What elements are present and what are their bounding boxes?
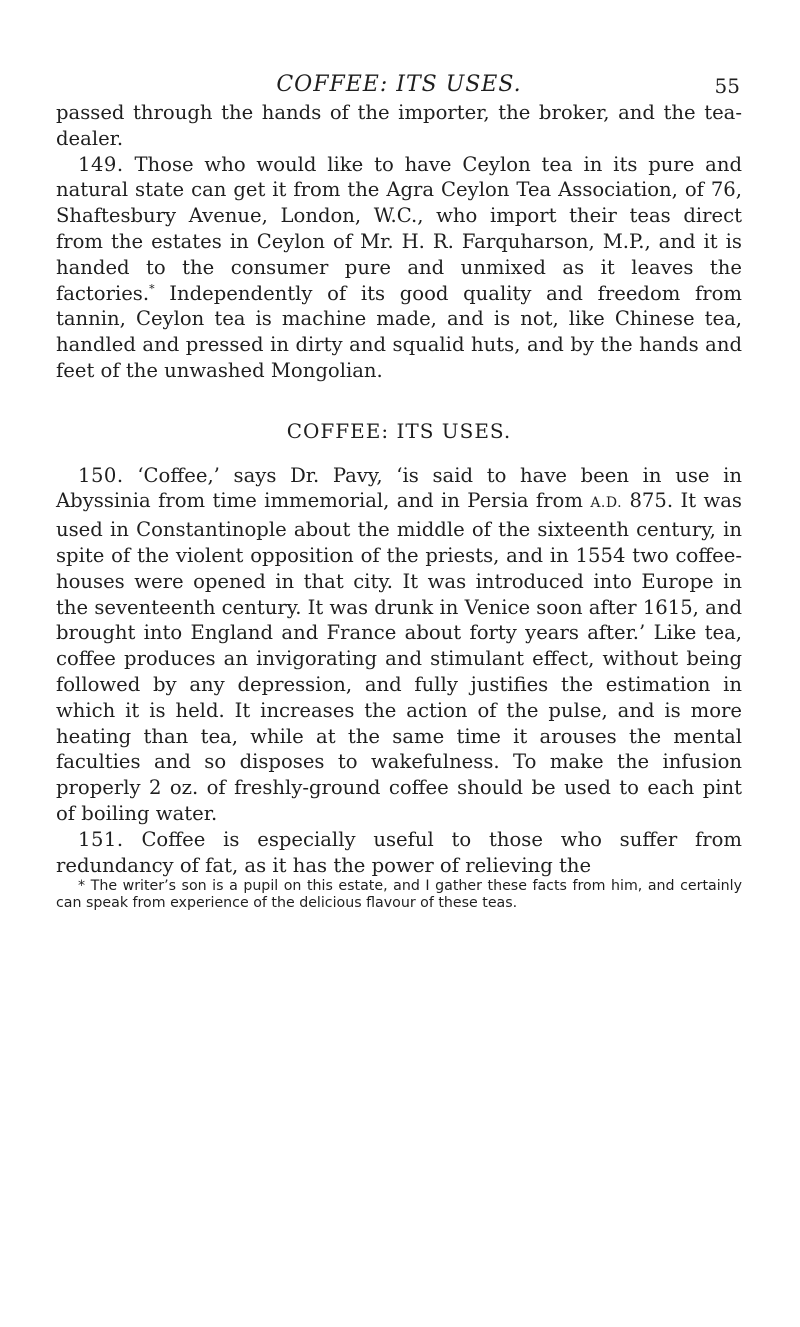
footnote-reference-mark: *	[149, 282, 155, 296]
paragraph-151	[56, 827, 742, 879]
running-head-title: COFFEE: ITS USES.	[276, 72, 522, 97]
paragraph-text-continued: Independently of its good quality and freedom from tannin, Ceylon tea is machine made, and is not, like Chinese tea, handled and pressed in dirty and squalid huts, and by the hands and feet of the unwashed Mongolian.	[56, 281, 742, 382]
footnote	[56, 878, 742, 912]
paragraph-text: Coffee is especially useful to those who suffer from redundancy of fat, as it has the power of relieving the	[56, 827, 742, 877]
footnote-mark: *	[78, 878, 86, 895]
paragraph-text: ‘Coffee,’ says Dr. Pavy, ‘is said to have been in use in Abyssinia from time immemorial, and in Persia from	[56, 463, 743, 513]
page-number: 55	[714, 74, 740, 98]
paragraph-number: 150.	[78, 463, 124, 487]
section-heading: COFFEE: ITS USES.	[286, 418, 512, 443]
page-body	[56, 100, 742, 912]
paragraph-number: 151.	[78, 827, 124, 851]
footnote-text: The writer’s son is a pupil on this estate, and I gather these facts from him, and certainly can speak from experience of the delicious flavour of these teas.	[56, 878, 742, 912]
paragraph-text: Those who would like to have Ceylon tea in its pure and natural state can get it from the Agra Ceylon Tea Association, of 76, Shaftesbury Avenue, London, W.C., who import their teas direct from the estates in Ceylon of Mr. H. R. Farquharson, M.P., and it is handed to the consumer pure and unmixed as it leaves the factories.	[56, 152, 742, 305]
continuation-paragraph: passed through the hands of the importer, the broker, and the tea-dealer.	[56, 101, 742, 150]
paragraph-149	[56, 152, 742, 384]
era-abbreviation: A.D.	[590, 495, 623, 512]
paragraph-number: 149.	[78, 152, 124, 176]
paragraph-150	[56, 463, 742, 827]
paragraph-text-continued: 875. It was used in Constantinople about the middle of the sixteenth century, in spite of the violent opposition of the priests, and in 1554 two coffee-houses were opened in that city. It was introduced into Europe in the seventeenth century. It was drunk in Venice soon after 1615, and brought into England and France about forty years after.’ Like tea, coffee produces an invigorating and stimulant effect, without being followed by any depression, and fully justifies the estimation in which it is held. It increases the action of the pulse, and is more heating than tea, while at the same time it arouses the mental faculties and so disposes to wakefulness. To make the infusion properly 2 oz. of freshly-ground coffee should be used to each pint of boiling water.	[56, 489, 742, 825]
